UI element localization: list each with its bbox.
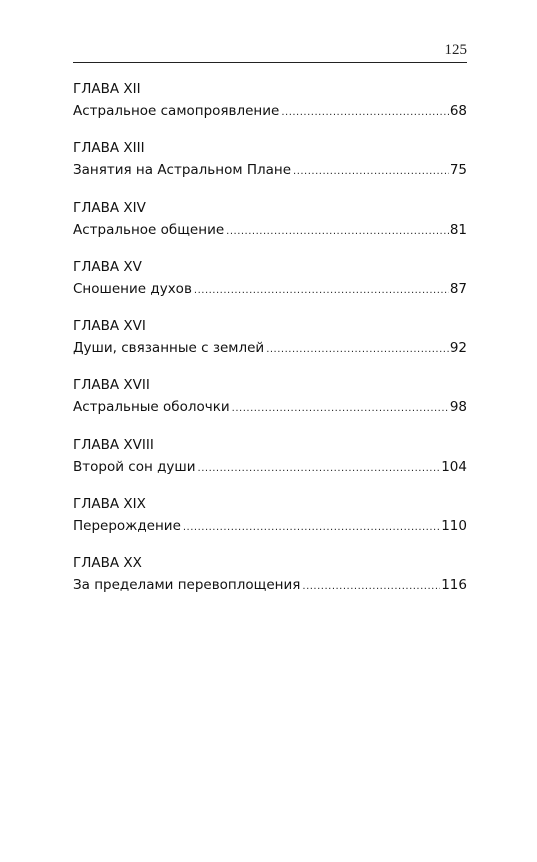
chapter-page-number: 98	[449, 399, 467, 416]
chapter-title: Занятия на Астральном Плане	[73, 162, 292, 179]
chapter-label: ГЛАВА XVII	[73, 377, 150, 394]
toc-line	[73, 396, 467, 418]
chapter-title: Второй сон души	[73, 458, 196, 475]
page-header	[73, 38, 467, 63]
chapter-label: ГЛАВА XIX	[73, 496, 146, 513]
chapter-label: ГЛАВА XIII	[73, 140, 145, 157]
table-of-contents	[73, 78, 467, 612]
dot-leader	[198, 458, 441, 480]
toc-entry	[73, 137, 467, 196]
chapter-title: Астральное общение	[73, 221, 225, 238]
chapter-label: ГЛАВА XII	[73, 81, 141, 97]
toc-entry	[73, 256, 467, 315]
dot-leader	[281, 102, 448, 124]
chapter-title: Перерождение	[73, 518, 181, 535]
toc-line	[73, 337, 467, 359]
chapter-title: Астральные оболочки	[73, 399, 230, 416]
chapter-page-number: 81	[449, 221, 467, 238]
toc-line	[73, 219, 467, 241]
dot-leader	[266, 339, 449, 361]
page-number: 125	[444, 42, 467, 58]
chapter-label: ГЛАВА XVI	[73, 318, 146, 335]
chapter-page-number: 75	[449, 162, 467, 179]
chapter-page-number: 68	[449, 103, 467, 119]
toc-entry	[73, 78, 467, 137]
dot-leader	[194, 280, 449, 302]
chapter-label: ГЛАВА XX	[73, 555, 142, 572]
toc-entry	[73, 374, 467, 433]
chapter-page-number: 116	[441, 577, 467, 594]
chapter-title: Сношение духов	[73, 280, 192, 297]
chapter-page-number: 87	[449, 280, 467, 297]
toc-entry	[73, 552, 467, 611]
toc-entry	[73, 434, 467, 493]
chapter-page-number: 104	[441, 458, 467, 475]
chapter-label: ГЛАВА XVIII	[73, 436, 154, 453]
toc-line	[73, 159, 467, 181]
toc-entry	[73, 197, 467, 256]
toc-entry	[73, 315, 467, 374]
dot-leader	[226, 221, 449, 243]
toc-line	[73, 515, 467, 537]
dot-leader	[293, 161, 449, 183]
toc-line	[73, 278, 467, 300]
chapter-title: Души, связанные с землей	[73, 340, 265, 357]
toc-line	[73, 574, 467, 596]
chapter-page-number: 110	[441, 518, 467, 535]
dot-leader	[232, 398, 449, 420]
toc-entry	[73, 493, 467, 552]
chapter-label: ГЛАВА XIV	[73, 199, 146, 216]
chapter-title: Астральное самопроявление	[73, 103, 280, 119]
dot-leader	[183, 517, 440, 539]
chapter-label: ГЛАВА XV	[73, 258, 142, 275]
dot-leader	[302, 576, 440, 598]
chapter-title: За пределами перевоплощения	[73, 577, 301, 594]
chapter-page-number: 92	[449, 340, 467, 357]
toc-line	[73, 100, 467, 122]
toc-line	[73, 456, 467, 478]
